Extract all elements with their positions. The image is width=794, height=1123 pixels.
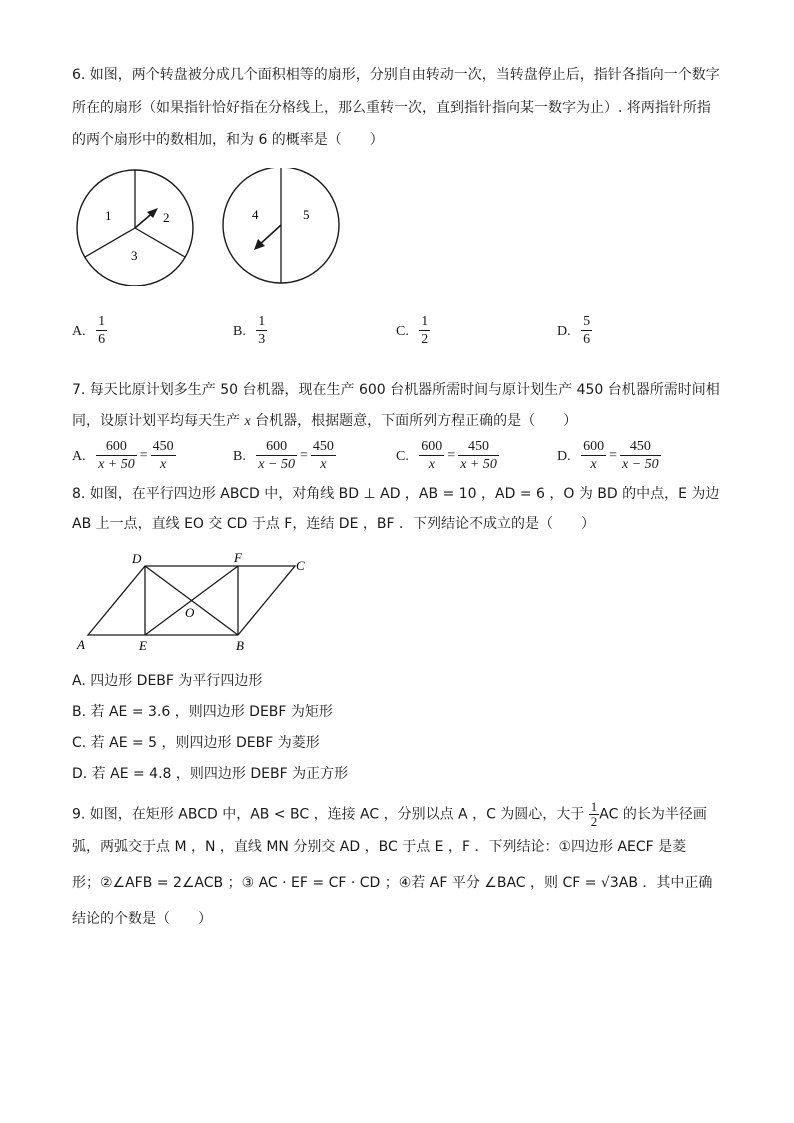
spinner1-label-3: 3 <box>131 248 138 263</box>
q7-option-c[interactable]: C. $\frac{600}{x}$ = $\frac{450}{x + 50}$ <box>396 439 497 472</box>
q7-option-b[interactable]: B. $\frac{600}{x - 50}$ = $\frac{450}{x}$ <box>233 439 334 472</box>
q9-stem-line4: 结论的个数是（ ） <box>72 911 212 927</box>
q7-option-a[interactable]: A. $\frac{600}{x + 50}$ = $\frac{450}{x}$ <box>72 439 174 472</box>
q9-stem-line1: 9. 如图，在矩形 ABCD 中，AB < BC ，连接 AC ，分别以点 A ，C 为圆心，大于 $\frac{1}{2}$ AC 的长为半径画 <box>72 799 707 829</box>
q6-stem-line3: 的两个扇形中的数相加，和为 6 的概率是（ ） <box>72 132 384 148</box>
label-d: D <box>132 551 142 566</box>
q6-option-d[interactable]: D. $\frac{5}{6}$ <box>557 314 591 347</box>
q8-stem-line1: 8. 如图，在平行四边形 ABCD 中，对角线 BD ⊥ AD ，AB = 10 ，AD = 6 ，O 为 BD 的中点，E 为边 <box>72 486 720 502</box>
q8-option-c[interactable]: C. 若 AE = 5 ，则四边形 DEBF 为菱形 <box>72 735 320 751</box>
q6-stem-line1: 6. 如图，两个转盘被分成几个面积相等的扇形，分别自由转动一次，当转盘停止后，指针各指向一个数字 <box>72 67 720 83</box>
label-f: F <box>234 550 242 565</box>
q6-stem-line2: 所在的扇形（如果指针恰好指在分格线上，那么重转一次，直到指针指向某一数字为止）. 将两指针所指 <box>72 100 711 116</box>
label-c: C <box>296 558 305 573</box>
q7-stem-line1: 7. 每天比原计划多生产 50 台机器，现在生产 600 台机器所需时间与原计划生产 450 台机器所需时间相 <box>72 382 720 398</box>
spinner-1 <box>77 170 193 286</box>
q6-spinner-figure <box>70 168 360 286</box>
q8-option-a[interactable]: A. 四边形 DEBF 为平行四边形 <box>72 673 263 689</box>
q7-option-d[interactable]: D. $\frac{600}{x}$ = $\frac{450}{x - 50}$ <box>557 439 659 472</box>
q8-option-d[interactable]: D. 若 AE = 4.8 ，则四边形 DEBF 为正方形 <box>72 766 349 782</box>
q9-stem-line3: 形；②∠AFB = 2∠ACB ；③ AC · EF = CF · CD ；④若 AF 平分 ∠BAC ，则 CF = √3AB ．其中正确 <box>72 875 713 891</box>
spinner2-label-4: 4 <box>252 207 259 222</box>
label-b: B <box>236 638 244 653</box>
spinner1-label-1: 1 <box>105 208 112 223</box>
q9-stem-line2: 弧，两弧交于点 M ，N ，直线 MN 分别交 AD ，BC 于点 E ，F ．下列结论：①四边形 AECF 是菱 <box>72 839 687 855</box>
spinner2-label-5: 5 <box>303 207 310 222</box>
q7-stem-line2: 同，设原计划平均每天生产 x 台机器，根据题意，下面所列方程正确的是（ ） <box>72 413 578 429</box>
label-o: O <box>185 605 195 620</box>
q8-option-b[interactable]: B. 若 AE = 3.6 ，则四边形 DEBF 为矩形 <box>72 704 333 720</box>
q8-stem-line2: AB 上一点，直线 EO 交 CD 于点 F，连结 DE ，BF ．下列结论不成立的是（ ） <box>72 516 595 532</box>
label-a: A <box>77 637 85 652</box>
spinner1-label-2: 2 <box>163 210 170 225</box>
label-e: E <box>139 638 147 653</box>
spinner-2 <box>223 168 339 283</box>
q8-parallelogram-figure <box>70 548 320 654</box>
q6-option-c[interactable]: C. $\frac{1}{2}$ <box>396 314 429 347</box>
q6-option-a[interactable]: A. $\frac{1}{6}$ <box>72 314 106 347</box>
q6-option-b[interactable]: B. $\frac{1}{3}$ <box>233 314 266 347</box>
